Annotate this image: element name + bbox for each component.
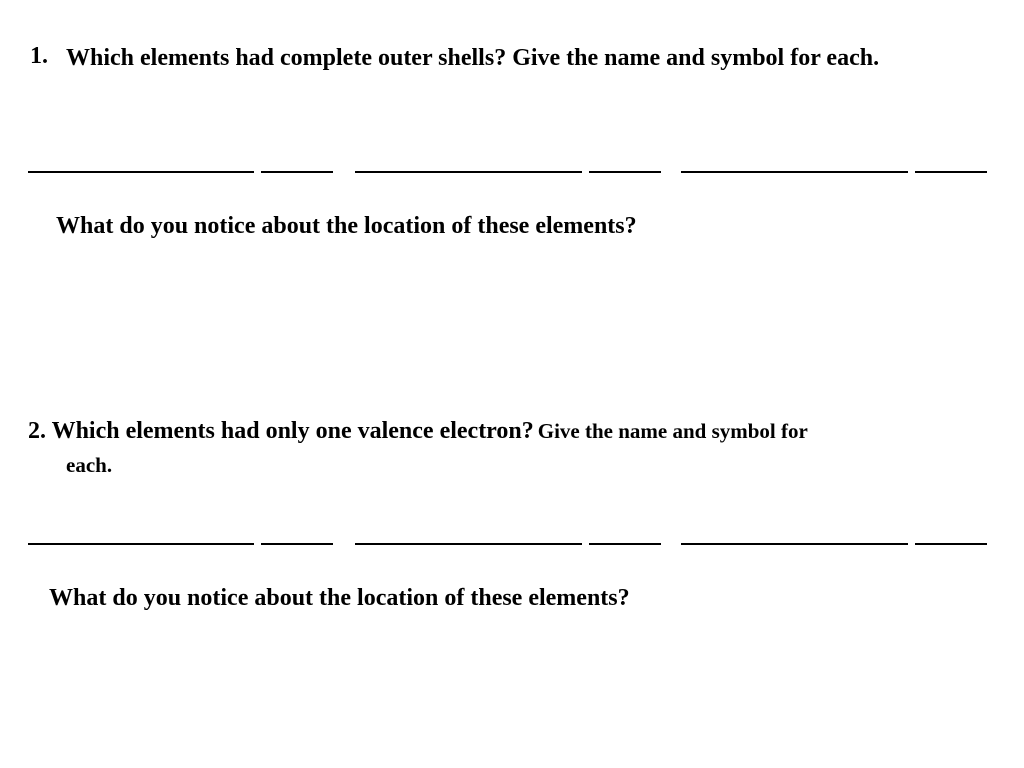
question-1-text: Which elements had complete outer shells? Give the name and symbol for each. — [66, 45, 880, 71]
question-1-number: 1. — [30, 43, 48, 69]
answer-blank-name-3[interactable] — [681, 171, 908, 173]
answer-blank-name-6[interactable] — [681, 543, 908, 545]
answer-blank-symbol-2[interactable] — [589, 171, 661, 173]
question-2-instruction: Give the name and symbol for — [537, 419, 808, 443]
answer-blank-name-1[interactable] — [28, 171, 254, 173]
question-2-text: 2. Which elements had only one valence electron? — [28, 418, 534, 444]
answer-blank-symbol-1[interactable] — [261, 171, 333, 173]
question-2-followup: What do you notice about the location of these elements? — [49, 585, 630, 611]
answer-blank-symbol-6[interactable] — [915, 543, 987, 545]
answer-blank-symbol-5[interactable] — [589, 543, 661, 545]
answer-blanks-row-1 — [28, 171, 988, 173]
answer-blank-name-4[interactable] — [28, 543, 254, 545]
answer-blank-name-5[interactable] — [355, 543, 582, 545]
question-2-line-1 — [28, 418, 808, 445]
answer-blanks-row-2 — [28, 543, 988, 545]
question-2-instruction-continued: each. — [66, 453, 113, 477]
answer-blank-symbol-4[interactable] — [261, 543, 333, 545]
answer-blank-symbol-3[interactable] — [915, 171, 987, 173]
answer-blank-name-2[interactable] — [355, 171, 582, 173]
question-1-followup: What do you notice about the location of these elements? — [56, 213, 637, 239]
